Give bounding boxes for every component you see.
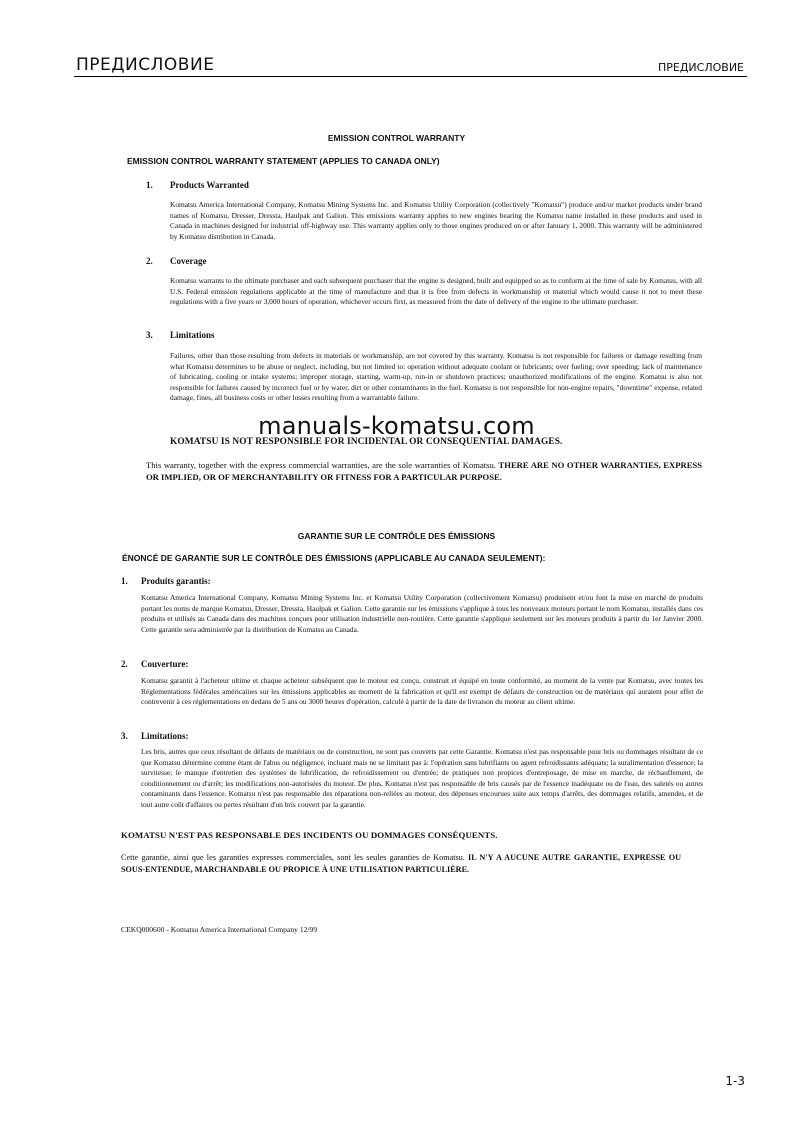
english-section-2-number: 2. — [146, 256, 153, 266]
french-closing — [121, 852, 681, 876]
french-section-1-title: Produits garantis: — [141, 576, 211, 586]
english-closing-bold: THERE ARE NO OTHER WARRANTIES, EXPRESS OR IMPLIED, OR OF MERCHANTABILITY OR FITNESS FOR A PARTICULAR PURPOSE. — [146, 460, 702, 482]
english-section-1-number: 1. — [146, 180, 153, 190]
french-section-3-number: 3. — [121, 731, 128, 741]
french-section-1-text: Komatsu America International Company, Komatsu Mining Systems Inc. et Komatsu Utility Corporation (collectivement Komatsu) produisent et/ou font la mise en marché de produits portant les noms de marque Komatsu, Dresser, Dressta, Haulpak et Galion. Cette garantie sur les émissions s'applique à tous les nouveaux moteurs portant le nom Komatsu, installés dans ces produits et utilisés au Canada dans des machines conçues pour utilisation industrielle non-routière. Cette garantie s'applique seulement sur les moteurs produits à partir du 1er Janvier 2000. Cette garantie sera administrée par la distribution de Komatsu au Canada. — [141, 593, 703, 634]
header-rule — [74, 76, 747, 77]
english-title: EMISSION CONTROL WARRANTY — [327, 133, 466, 143]
french-section-2-text: Komatsu garantit à l'acheteur ultime et chaque acheteur subséquent que le moteur est conçu, construit et équipé en toute conformité, au moment de la vente par Komatsu, avec toutes les Réglementations fédérales américaines sur les émissions applicables au moment de la fabrication et qu'il est exempt de défauts de construction ou de matériaux qui auraient pour effet de contrevenir à ces réglementations en dedans de 5 ans ou 3000 heures d'opération, calculé à partir de la date de livraison du moteur au client ultime. — [141, 676, 703, 707]
header-title-left: ПРЕДИСЛОВИЕ — [76, 55, 215, 75]
english-section-1-text: Komatsu America International Company, Komatsu Mining Systems Inc. and Komatsu Utility Corporation (collectively "Komatsu") produce and/or market products under brand names of Komatsu, Dresser, Dressta, Haulpak and Galion. This emissions warranty applies to new engines bearing the Komatsu name installed in these products and used in Canada in machines designed for industrial off-highway use. This warranty applies only to those engines produced on or after January 1, 2000. This warranty will be administered by Komatsu distribution in Canada. — [170, 200, 702, 241]
english-closing — [146, 459, 702, 483]
french-statement: ÉNONCÉ DE GARANTIE SUR LE CONTRÔLE DES ÉMISSIONS (APPLICABLE AU CANADA SEULEMENT): — [122, 553, 546, 563]
french-closing-normal: Cette garantie, ainsi que les garanties expresses commerciales, sont les seules garanties de Komatsu. — [121, 853, 469, 862]
english-section-3-number: 3. — [146, 330, 153, 340]
french-section-3-title: Limitations: — [141, 731, 189, 741]
english-section-2-title: Coverage — [170, 256, 207, 266]
english-section-3-title: Limitations — [170, 330, 215, 340]
french-closing-bold: IL N'Y A AUCUNE AUTRE GARANTIE, EXPRESSE OU SOUS-ENTENDUE, MARCHANDABLE OU PROPICE À UNE UTILISATION PARTICULIÈRE. — [121, 853, 681, 874]
english-not-responsible: KOMATSU IS NOT RESPONSIBLE FOR INCIDENTAL OR CONSEQUENTIAL DAMAGES. — [170, 437, 563, 447]
english-statement: EMISSION CONTROL WARRANTY STATEMENT (APPLIES TO CANADA ONLY) — [127, 156, 440, 166]
french-section-2-title: Couverture: — [141, 659, 189, 669]
page-number: 1-3 — [725, 1074, 745, 1088]
french-section-1-number: 1. — [121, 576, 128, 586]
french-section-2-number: 2. — [121, 659, 128, 669]
english-section-3-text: Failures, other than those resulting from defects in materials or workmanship, are not covered by this warranty. Komatsu is not responsible for failures or damage resulting from what Komatsu determines to be abuse or neglect, including, but not limited to: operation without adequate coolant or lubricants; over fueling; over speeding; lack of maintenance of lubricating, cooling or intake systems; improper storage, starting, warm-up, run-in or shutdown practices; unauthorized modifications of the engine. Komatsu is also not responsible for failures caused by incorrect fuel or by water, dirt or other contaminants in the fuel. Komatsu is not responsible for non-engine repairs, "downtime" expense, related damage, fines, all business costs or other losses resulting from a warrantable failure. — [170, 351, 702, 403]
english-closing-normal: This warranty, together with the express commercial warranties, are the sole warranties of Komatsu. — [146, 460, 499, 470]
french-title: GARANTIE SUR LE CONTRÔLE DES ÉMISSIONS — [297, 531, 496, 541]
french-not-responsible: KOMATSU N'EST PAS RESPONSABLE DES INCIDENTS OU DOMMAGES CONSÉQUENTS. — [121, 830, 498, 840]
header-title-right: ПРЕДИСЛОВИЕ — [657, 61, 744, 74]
english-section-2-text: Komatsu warrants to the ultimate purchaser and each subsequent purchaser that the engine is designed, built and equipped so as to conform at the time of sale by Komatsu, with all U.S. Federal emission regulations applicable at the time of manufacture and that it is free from defects in workmanship or material which would cause it not to meet these regulations with a five years or 3,000 hours of operation, whichever occurs first, as measured from the date of delivery of the engine to the ultimate purchaser. — [170, 276, 702, 307]
watermark-text: manuals-komatsu.com — [258, 412, 535, 440]
english-section-1-title: Products Warranted — [170, 180, 249, 190]
french-section-3-text: Les bris, autres que ceux résultant de défauts de matériaux ou de construction, ne sont pas couverts par cette Garantie. Komatsu n'est pas responsable pour bris ou dommages résultant de ce que Komatsu détermine comme étant de l'abus ou négligence, incluant mais ne se limitant pas à: l'opération sans lubrifiants ou agent refroidissants adéquats; la suralimentation d'essence; la survitesse; le manque d'entretien des systèmes de lubrification, de refroidissement ou d'entrée; de pratiques non propices d'entreposage, de mise en marche, de réchauffement, de conditionnement ou d'arrêt; les modifications non-autorisées du moteur. De plus, Komatsu n'est pas responsable de bris causés par de l'essence inadéquate ou de l'eau, des saletés ou autres contaminants dans l'essence. Komatsu n'est pas responsable des réparations non-reliées au moteur, des dépenses encourues suite aux temps d'arrêts, des dommages relatifs, amendes, et de tout autre coût d'affaires ou pertes résultant d'un bris couvert par la garantie. — [141, 747, 703, 809]
document-code: CEKQ000600 - Komatsu America International Company 12/99 — [121, 925, 318, 934]
